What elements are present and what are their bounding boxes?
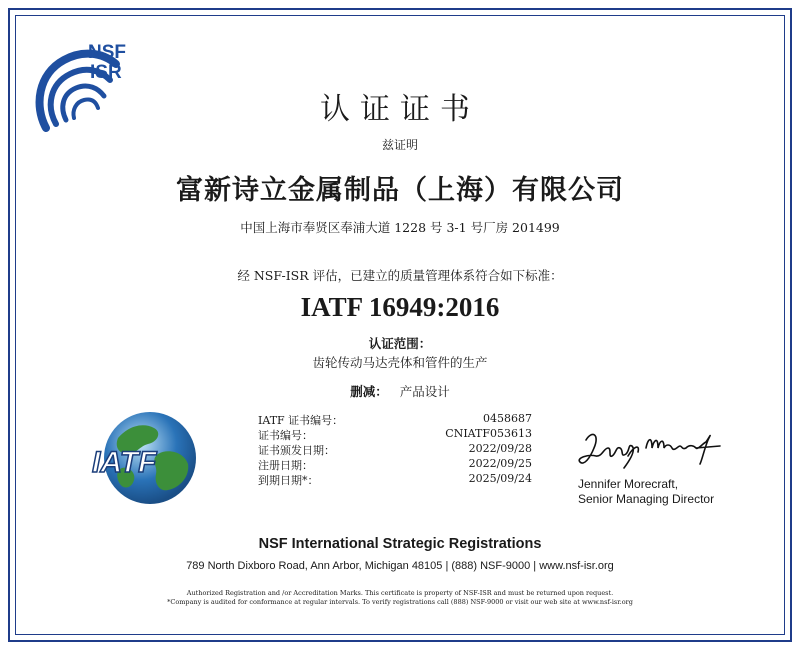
signature-image [578,426,728,476]
footnote-authorized: Authorized Registration and /or Accreditation Marks. This certificate is property of NSF-ISR and must be returned upon request. [186,589,614,597]
certificate-subtitle: 兹证明 [381,138,418,152]
exclusion [0,382,800,400]
assessment-statement: 经 NSF-ISR 评估，已建立的质量管理体系符合如下标准： [237,268,563,283]
detail-label: 注册日期： [258,459,313,472]
certificate-title: 认证证书 [320,92,480,127]
standard-name: IATF 16949:2016 [300,292,500,322]
detail-label: 证书颁发日期： [258,444,335,457]
detail-label: 到期日期*： [258,474,319,487]
detail-label: 证书编号： [258,429,313,442]
nsf-logo-bottom-text: ISR [90,62,122,83]
company-address: 中国上海市奉贤区奉浦大道 1228 号 3-1 号厂房 201499 [240,220,560,235]
detail-value: 0458687 [483,412,532,425]
scope-title: 认证范围： [368,336,432,351]
exclusion-label: 删减： [350,384,388,399]
detail-value: 2022/09/28 [468,442,532,455]
iatf-logo-text: IATF [92,446,157,479]
signer-block [578,477,714,507]
company-name: 富新诗立金属制品（上海）有限公司 [176,175,624,206]
detail-value: CNIATF053613 [445,427,532,440]
detail-row [0,412,800,426]
nsf-logo-top-text: NSF [88,42,126,63]
issuer-name: NSF International Strategic Registrations [258,536,542,552]
signer-name: Jennifer Morecraft, [578,477,679,491]
signer-title: Senior Managing Director [578,492,715,506]
scope-text: 齿轮传动马达壳体和管件的生产 [312,355,488,370]
footnote-audit: *Company is audited for conformance at regular intervals. To verify registrations call (888) NSF-9000 or visit our web site at www.nsf-isr.org [167,598,633,606]
detail-value: 2025/09/24 [468,472,532,485]
detail-value: 2022/09/25 [468,457,532,470]
detail-label: IATF 证书编号： [258,414,344,427]
exclusion-value: 产品设计 [399,384,450,399]
issuer-address: 789 North Dixboro Road, Ann Arbor, Michigan 48105 | (888) NSF-9000 | www.nsf-isr.org [186,560,614,572]
